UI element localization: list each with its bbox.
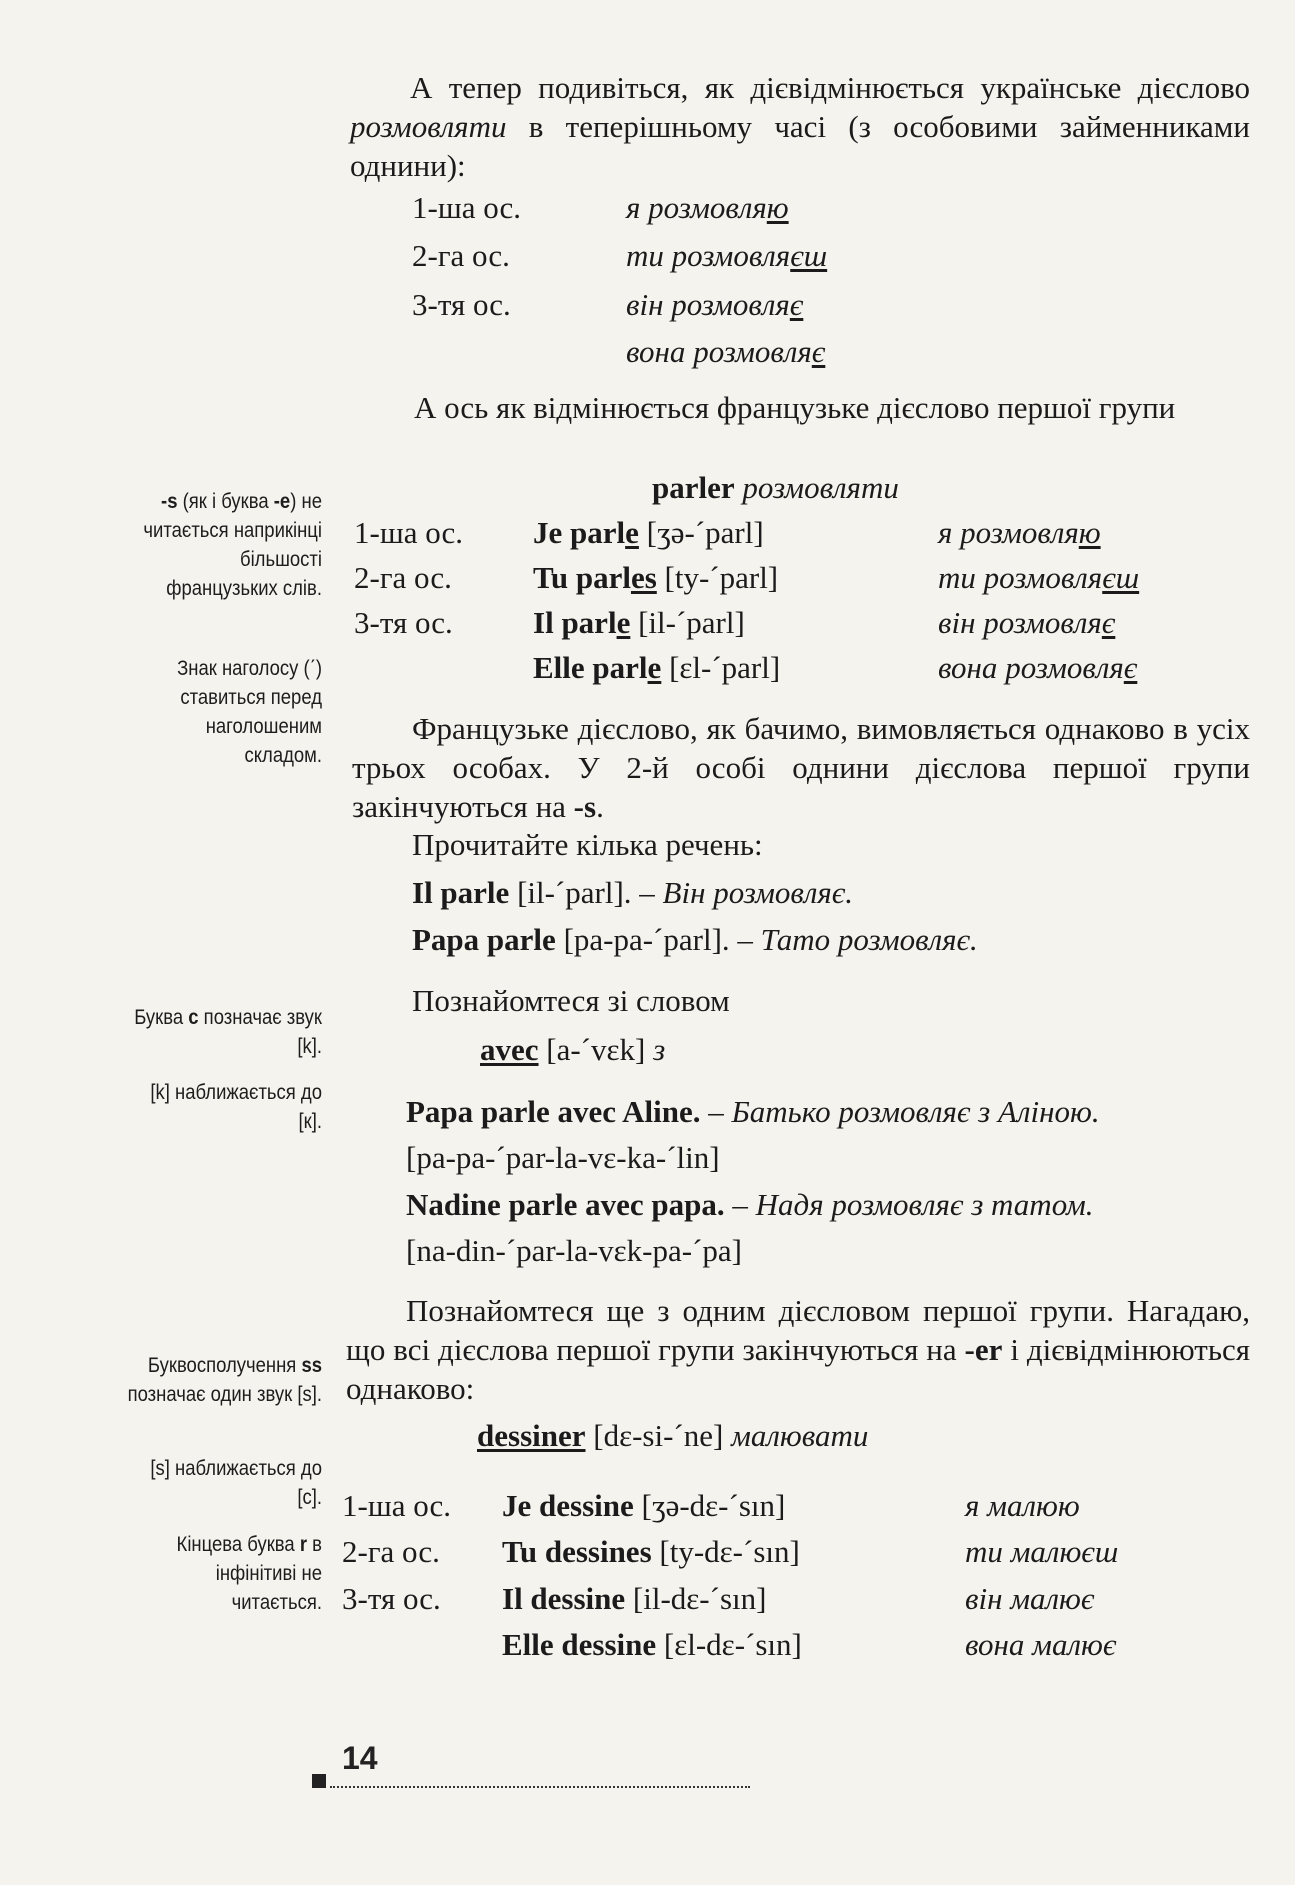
ua-sentence: Батько розмовляє з Аліною. xyxy=(731,1094,1100,1129)
ipa: [pa-pa-ˊparl]. – xyxy=(555,922,761,957)
fr-form: Tu parles [ty-ˊparl] xyxy=(533,560,779,595)
note-bold: -e xyxy=(273,490,291,513)
intro-verb: розмовляти xyxy=(350,109,507,144)
note-text: (як і буква xyxy=(177,490,274,513)
dash: – xyxy=(724,1187,756,1222)
page-marker xyxy=(312,1774,326,1788)
ua-sentence: Надя розмовляє з татом. xyxy=(755,1187,1094,1222)
ua-translation: він розмовляє xyxy=(938,605,1116,640)
person-label: 1-ша ос. xyxy=(354,515,463,550)
fr-form: Tu dessines [ty-dɛ-ˊsın] xyxy=(502,1534,800,1569)
person-label: 3-тя ос. xyxy=(342,1581,441,1616)
ua-word: малювати xyxy=(731,1418,869,1453)
intro-fr-paragraph: А ось як відмінюється французьке дієслово першої групи xyxy=(414,390,1176,425)
person-label: 2-га ос. xyxy=(354,560,452,595)
side-note-letter-c xyxy=(127,1003,322,1061)
ipa: [a-ˊvɛk] xyxy=(538,1032,654,1067)
fr-form: Il parle [il-ˊparl] xyxy=(533,605,745,640)
note-bold: ss xyxy=(301,1354,322,1377)
note-bold: c xyxy=(188,1006,199,1029)
example-1-ipa: [pa-pa-ˊpar-la-vɛ-ka-ˊlin] xyxy=(406,1140,720,1175)
ua-translation: вона малює xyxy=(965,1627,1117,1662)
note-text: Буква xyxy=(134,1006,189,1029)
pronounce-paragraph xyxy=(352,709,1250,826)
avec-word: avec xyxy=(480,1032,539,1067)
side-note-silent-endings xyxy=(127,487,322,603)
ua-translation: я малюю xyxy=(965,1488,1080,1523)
sentence-1 xyxy=(412,873,1295,912)
avec-line xyxy=(480,1030,1295,1069)
fr-form: Je dessine [ʒə-dɛ-ˊsın] xyxy=(502,1488,786,1523)
note-text: Кінцева буква xyxy=(176,1533,300,1556)
note-text: в інфінітиві не читається. xyxy=(215,1533,322,1614)
ipa: [il-ˊparl]. – xyxy=(509,875,663,910)
person-label: 2-га ос. xyxy=(412,238,510,273)
note-bold: -s xyxy=(161,490,178,513)
ua-form: він розмовляє xyxy=(626,287,804,322)
ua-sentence: Він розмовляє. xyxy=(662,875,854,910)
second-text: Познайомтеся ще з одним дієсловом першої групи. Нагадаю, що всі дієслова першої групи закінчуються на xyxy=(346,1293,1250,1367)
fr-form: Elle parle [ɛl-ˊparl] xyxy=(533,650,781,685)
ua-translation: вона розмовляє xyxy=(938,650,1138,685)
period: . xyxy=(596,789,604,824)
example-1 xyxy=(406,1092,1295,1131)
note-text: позначає звук [k]. xyxy=(198,1006,322,1058)
second-text-end: і дієвідмінюються однаково: xyxy=(346,1332,1250,1406)
ending-s: -s xyxy=(573,789,597,824)
ua-translation: ти малюєш xyxy=(965,1534,1119,1569)
example-2 xyxy=(406,1185,1295,1224)
read-sentences-label: Прочитайте кілька речень: xyxy=(412,827,763,862)
intro-text: А тепер подивіться, як дієвідмінюється українське дієслово xyxy=(410,70,1250,105)
dessiner-header xyxy=(477,1416,1295,1455)
dessiner-verb: dessiner xyxy=(477,1418,586,1453)
side-note-final-r xyxy=(127,1530,322,1617)
meet-word-label: Познайомтеся зі словом xyxy=(412,983,730,1018)
fr-sentence: Nadine parle avec papa. xyxy=(406,1187,725,1222)
person-label: 1-ша ос. xyxy=(412,190,521,225)
fr-form: Elle dessine [ɛl-dɛ-ˊsın] xyxy=(502,1627,802,1662)
intro-ua-paragraph xyxy=(350,68,1250,185)
side-note-k-sound: [k] наближається до [к]. xyxy=(150,1081,322,1133)
ipa: [dɛ-si-ˊne] xyxy=(585,1418,732,1453)
person-label: 1-ша ос. xyxy=(342,1488,451,1523)
pronounce-text: Французьке дієслово, як бачимо, вимовляється однаково в усіх трьох особах. У 2-й особі однини дієслова першої групи закінчуються на xyxy=(352,711,1250,824)
ending-er: -er xyxy=(964,1332,1003,1367)
ua-form: вона розмовляє xyxy=(626,334,826,369)
ua-translation: ти розмовляєш xyxy=(938,560,1140,595)
ua-sentence: Тато розмовляє. xyxy=(760,922,978,957)
page-number: 14 xyxy=(342,1740,378,1776)
note-text: ) не читається наприкінці більшості французьких слів. xyxy=(143,490,322,600)
ua-word: з xyxy=(653,1032,666,1067)
fr-form: Il dessine [il-dɛ-ˊsın] xyxy=(502,1581,767,1616)
note-bold: r xyxy=(299,1533,308,1556)
side-note-letters-ss xyxy=(127,1351,322,1409)
ua-form: ти розмовляєш xyxy=(626,238,828,273)
person-label: 3-тя ос. xyxy=(354,605,453,640)
ua-translation: я розмовляю xyxy=(938,515,1101,550)
second-verb-paragraph xyxy=(346,1291,1250,1408)
intro-text-end: в теперішньому часі (з особовими займенниками однини): xyxy=(350,109,1250,183)
side-note-stress-mark: Знак наголосу (ˊ) ставиться перед наголошеним складом. xyxy=(177,657,322,767)
side-note-s-sound: [s] наближається до [с]. xyxy=(150,1457,322,1509)
footer-dotted-rule xyxy=(330,1786,750,1788)
ua-form: я розмовляю xyxy=(626,190,789,225)
note-text: Буквосполучення xyxy=(147,1354,302,1377)
ua-translation: він малює xyxy=(965,1581,1095,1616)
person-label: 3-тя ос. xyxy=(412,287,511,322)
fr-sentence: Papa parle xyxy=(412,922,556,957)
example-2-ipa: [na-din-ˊpar-la-vɛk-pa-ˊpa] xyxy=(406,1233,742,1268)
fr-sentence: Papa parle avec Aline. xyxy=(406,1094,701,1129)
fr-form: Je parle [ʒə-ˊparl] xyxy=(533,515,764,550)
note-text: позначає один звук [s]. xyxy=(127,1383,323,1406)
person-label: 2-га ос. xyxy=(342,1534,440,1569)
sentence-2 xyxy=(412,920,1295,959)
dash: – xyxy=(700,1094,732,1129)
parler-verb: parler розмовляти xyxy=(652,470,899,505)
fr-sentence: Il parle xyxy=(412,875,510,910)
